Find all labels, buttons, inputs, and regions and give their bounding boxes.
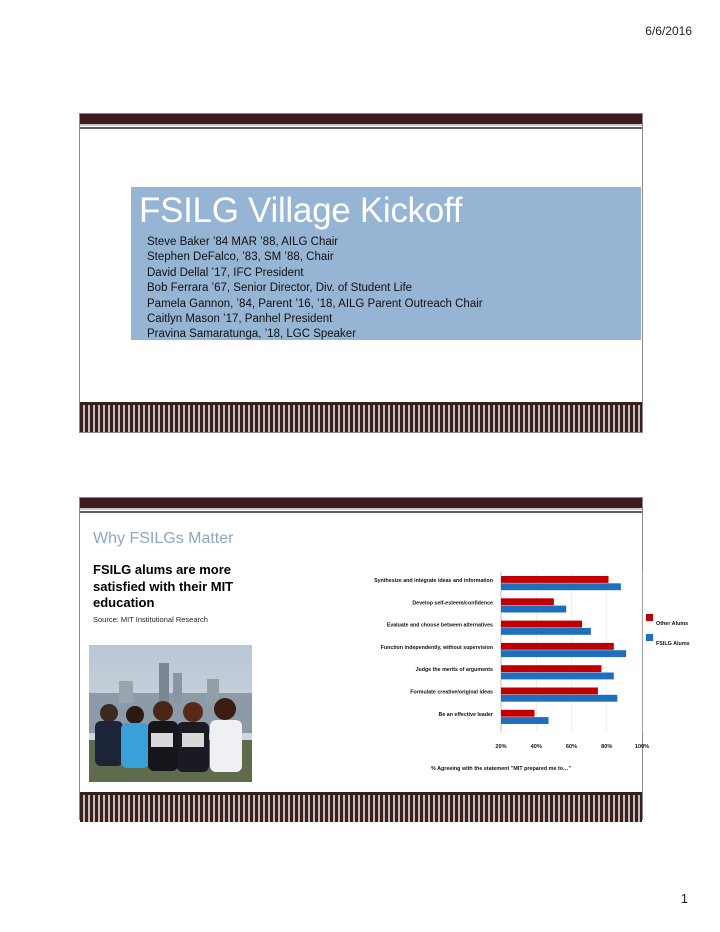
category-label: Evaluate and choose between alternatives	[386, 622, 493, 629]
slide-2	[79, 497, 690, 820]
category-label: Develop self-esteem/confidence	[412, 600, 493, 607]
x-tick-label: 40%	[530, 744, 542, 751]
headline: FSILG alums are more satisfied with their MIT education	[93, 562, 234, 610]
category-label: Be an effective leader	[438, 711, 493, 718]
page-number: 1	[680, 891, 688, 906]
speaker-item: David Dellal ’17, IFC President	[147, 266, 304, 279]
x-tick-label: 60%	[565, 744, 578, 751]
bar-other-alums	[501, 576, 609, 583]
legend-label: Other Alums	[656, 621, 689, 627]
x-axis-label: % Agreeing with the statement "MIT prepared me to…"	[431, 766, 571, 772]
slide-title: FSILG Village Kickoff	[139, 191, 463, 230]
slide-title: Why FSILGs Matter	[93, 530, 234, 547]
speaker-item: Bob Ferrara ’67, Senior Director, Div. of Student Life	[147, 282, 413, 295]
title-box	[131, 187, 641, 340]
legend-swatch	[646, 614, 653, 621]
bar-other-alums	[501, 643, 614, 650]
slide-1	[79, 113, 643, 433]
source-note: Source: MIT Institutional Research	[93, 615, 208, 624]
bar-fsilg-alums	[501, 606, 566, 613]
category-label: Synthesize and integrate ideas and information	[374, 578, 493, 584]
bottom-decor-bar	[80, 792, 642, 822]
speaker-list	[147, 235, 483, 343]
bar-other-alums	[501, 621, 582, 628]
x-tick-label: 100%	[634, 744, 650, 751]
bar-fsilg-alums	[501, 695, 617, 702]
speaker-item: Pravina Samaratunga, ’18, LGC Speaker	[147, 328, 357, 341]
bar-fsilg-alums	[501, 673, 614, 680]
x-tick-label: 20%	[495, 744, 507, 751]
page-date: 6/6/2016	[645, 24, 692, 38]
bottom-decor-bar	[80, 402, 642, 432]
agreement-bar-chart	[252, 566, 690, 778]
speaker-item: Caitlyn Mason ’17, Panhel President	[147, 313, 333, 326]
bar-fsilg-alums	[501, 717, 549, 724]
top-decor-bar	[80, 114, 642, 129]
bar-other-alums	[501, 598, 554, 605]
bar-fsilg-alums	[501, 650, 626, 657]
category-label: Function independently, without supervision	[380, 644, 493, 651]
x-tick-label: 80%	[601, 744, 613, 751]
speaker-item: Stephen DeFalco, ’83, SM ’88, Chair	[147, 251, 334, 264]
bar-other-alums	[501, 665, 601, 672]
bar-fsilg-alums	[501, 628, 591, 635]
students-photo	[89, 645, 252, 782]
legend-label: FSILG Alums	[656, 641, 690, 647]
category-label: Formulate creative/original ideas	[410, 689, 493, 696]
category-label: Judge the merits of arguments	[415, 667, 493, 674]
bar-fsilg-alums	[501, 583, 621, 590]
bar-other-alums	[501, 688, 598, 695]
speaker-item: Steve Baker ’84 MAR ’88, AILG Chair	[147, 236, 339, 248]
legend-swatch	[646, 634, 653, 641]
bar-other-alums	[501, 710, 534, 717]
speaker-item: Pamela Gannon, ’84, Parent ’16, ’18, AILG Parent Outreach Chair	[147, 297, 483, 310]
top-decor-bar	[80, 498, 642, 513]
